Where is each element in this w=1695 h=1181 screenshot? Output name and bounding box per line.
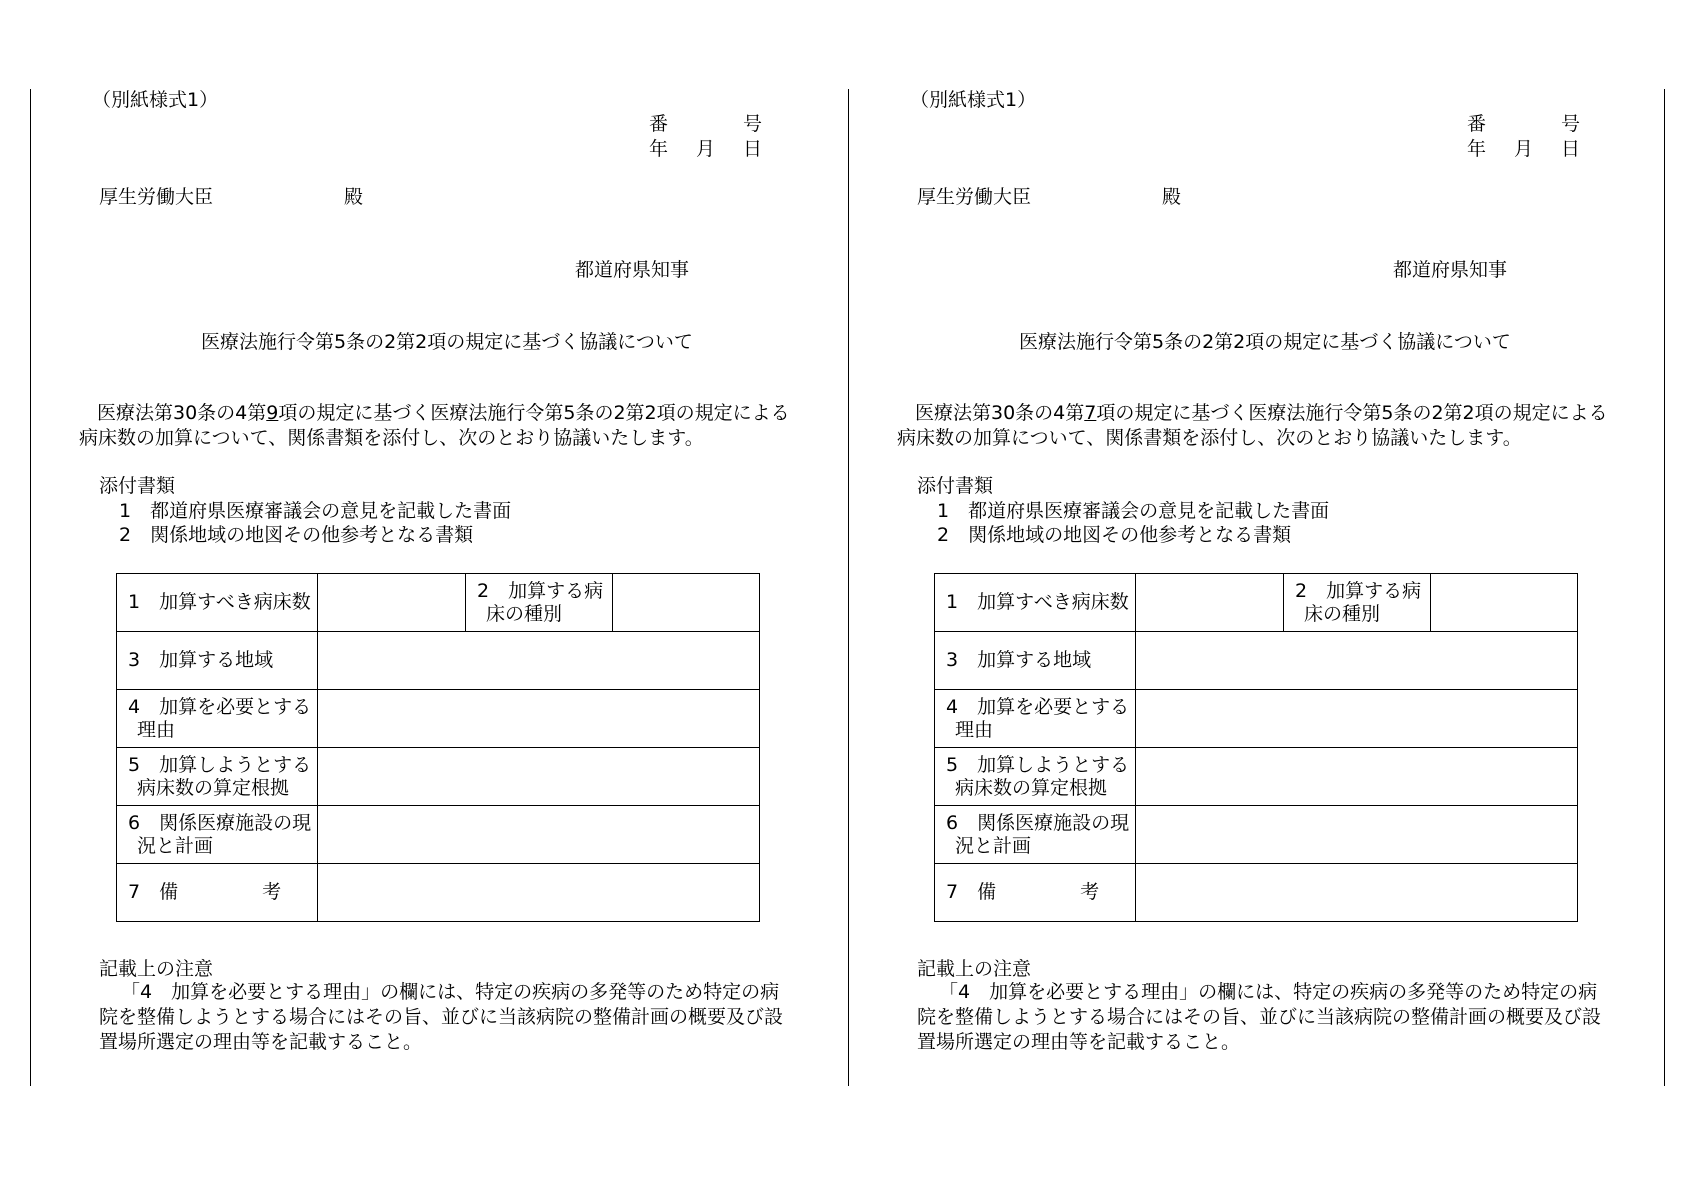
label-line: 況と計画 — [955, 834, 1032, 857]
label-line: 7 備 — [946, 881, 997, 903]
date-day-label: 日 — [743, 138, 763, 160]
label-line: 考 — [1080, 881, 1100, 903]
table-row — [117, 574, 760, 632]
table-row — [117, 748, 760, 806]
table-row — [935, 632, 1578, 690]
notes-line: 院を整備しようとする場合にはその旨、並びに当該病院の整備計画の概要及び設 — [917, 1006, 1602, 1028]
field-remarks[interactable] — [1136, 864, 1578, 922]
body-text: 医療法第30条の4第 — [97, 402, 267, 424]
label-line: 理由 — [137, 718, 176, 741]
date-month-label: 月 — [696, 138, 716, 160]
addressee: 厚生労働大臣 — [917, 186, 1032, 208]
number-label-ban: 番 — [649, 113, 669, 135]
field-region[interactable] — [1136, 632, 1578, 690]
form-page-left — [30, 0, 848, 1181]
table-row — [935, 748, 1578, 806]
date-year-label: 年 — [1467, 138, 1487, 160]
body-line-2: 病床数の加算について、関係書類を添付し、次のとおり協議いたします。 — [79, 427, 704, 449]
label-line: 5 加算しようとする — [946, 753, 1130, 776]
table-row — [935, 690, 1578, 748]
table-row — [117, 690, 760, 748]
body-text: 項の規定に基づく医療法施行令第5条の2第2項の規定による — [1096, 402, 1608, 424]
table-row — [935, 864, 1578, 922]
document-title: 医療法施行令第5条の2第2項の規定に基づく協議について — [201, 331, 693, 353]
field-region[interactable] — [318, 632, 760, 690]
label-facility-status — [935, 806, 1136, 864]
label-line: 6 関係医療施設の現 — [946, 811, 1130, 834]
label-line: 床の種別 — [1304, 602, 1381, 625]
body-text: 項の規定に基づく医療法施行令第5条の2第2項の規定による — [278, 402, 790, 424]
field-bed-type[interactable] — [1431, 574, 1578, 632]
label-bed-type — [1284, 574, 1431, 632]
label-facility-status — [117, 806, 318, 864]
label-line: 病床数の算定根拠 — [137, 776, 290, 799]
sender: 都道府県知事 — [1393, 259, 1508, 281]
attachment-item: 2 関係地域の地図その他参考となる書類 — [119, 524, 474, 546]
date-day-label: 日 — [1561, 138, 1581, 160]
label-region: 3 加算する地域 — [117, 632, 318, 690]
attachments-heading: 添付書類 — [99, 475, 176, 497]
attachment-item: 2 関係地域の地図その他参考となる書類 — [937, 524, 1292, 546]
label-bed-count: 1 加算すべき病床数 — [935, 574, 1136, 632]
field-bed-type[interactable] — [613, 574, 760, 632]
document-title: 医療法施行令第5条の2第2項の規定に基づく協議について — [1019, 331, 1511, 353]
label-reason — [935, 690, 1136, 748]
label-line: 4 加算を必要とする — [128, 695, 312, 718]
field-remarks[interactable] — [318, 864, 760, 922]
label-calculation-basis — [935, 748, 1136, 806]
label-line: 況と計画 — [137, 834, 214, 857]
attachment-item: 1 都道府県医療審議会の意見を記載した書面 — [937, 500, 1330, 522]
field-calculation-basis[interactable] — [1136, 748, 1578, 806]
label-line: 5 加算しようとする — [128, 753, 312, 776]
date-year-label: 年 — [649, 138, 669, 160]
notes-line: 置場所選定の理由等を記載すること。 — [917, 1031, 1241, 1053]
form-page-right — [848, 0, 1666, 1181]
addressee: 厚生労働大臣 — [99, 186, 214, 208]
number-label-go: 号 — [743, 113, 763, 135]
number-label-ban: 番 — [1467, 113, 1487, 135]
label-region: 3 加算する地域 — [935, 632, 1136, 690]
field-facility-status[interactable] — [318, 806, 760, 864]
form-label: （別紙様式1） — [92, 89, 219, 111]
application-table — [116, 573, 760, 922]
honorific: 殿 — [1162, 186, 1182, 208]
label-remarks — [935, 864, 1136, 922]
label-bed-count: 1 加算すべき病床数 — [117, 574, 318, 632]
sender: 都道府県知事 — [575, 259, 690, 281]
field-calculation-basis[interactable] — [318, 748, 760, 806]
field-reason[interactable] — [318, 690, 760, 748]
body-line-1 — [915, 402, 1608, 424]
body-text: 医療法第30条の4第 — [915, 402, 1085, 424]
body-line-1 — [97, 402, 790, 424]
label-remarks — [117, 864, 318, 922]
table-row — [117, 806, 760, 864]
notes-line: 院を整備しようとする場合にはその旨、並びに当該病院の整備計画の概要及び設 — [99, 1006, 784, 1028]
label-calculation-basis — [117, 748, 318, 806]
notes-heading: 記載上の注意 — [99, 958, 214, 980]
label-line: 考 — [262, 881, 282, 903]
notes-heading: 記載上の注意 — [917, 958, 1032, 980]
form-label: （別紙様式1） — [910, 89, 1037, 111]
field-facility-status[interactable] — [1136, 806, 1578, 864]
attachments-heading: 添付書類 — [917, 475, 994, 497]
honorific: 殿 — [344, 186, 364, 208]
date-month-label: 月 — [1514, 138, 1534, 160]
notes-line: 「4 加算を必要とする理由」の欄には、特定の疾病の多発等のため特定の病 — [939, 981, 1598, 1003]
table-row — [935, 574, 1578, 632]
clause-number: 9 — [266, 402, 279, 424]
label-line: 6 関係医療施設の現 — [128, 811, 312, 834]
label-reason — [117, 690, 318, 748]
body-line-2: 病床数の加算について、関係書類を添付し、次のとおり協議いたします。 — [897, 427, 1522, 449]
label-line: 7 備 — [128, 881, 179, 903]
label-line: 2 加算する病 — [477, 579, 604, 602]
field-reason[interactable] — [1136, 690, 1578, 748]
label-line: 2 加算する病 — [1295, 579, 1422, 602]
label-line: 病床数の算定根拠 — [955, 776, 1108, 799]
table-row — [117, 864, 760, 922]
number-label-go: 号 — [1561, 113, 1581, 135]
attachment-item: 1 都道府県医療審議会の意見を記載した書面 — [119, 500, 512, 522]
table-row — [935, 806, 1578, 864]
field-bed-count[interactable] — [318, 574, 466, 632]
field-bed-count[interactable] — [1136, 574, 1284, 632]
notes-line: 「4 加算を必要とする理由」の欄には、特定の疾病の多発等のため特定の病 — [121, 981, 780, 1003]
table-row — [117, 632, 760, 690]
label-line: 床の種別 — [486, 602, 563, 625]
label-line: 4 加算を必要とする — [946, 695, 1130, 718]
application-table — [934, 573, 1578, 922]
label-line: 理由 — [955, 718, 994, 741]
label-bed-type — [466, 574, 613, 632]
clause-number: 7 — [1084, 402, 1097, 424]
notes-line: 置場所選定の理由等を記載すること。 — [99, 1031, 423, 1053]
